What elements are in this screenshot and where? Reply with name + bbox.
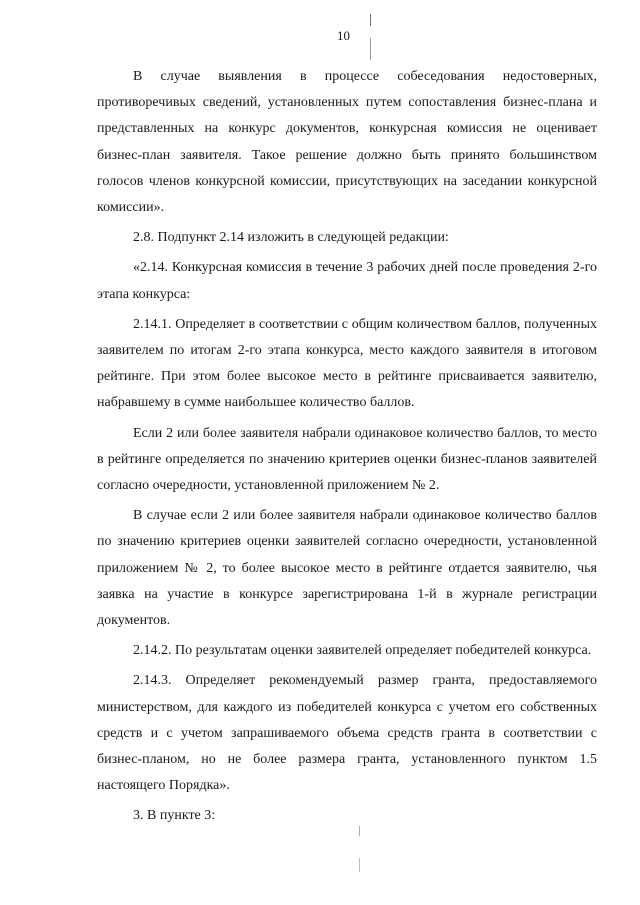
paragraph: 2.14.2. По результатам оценки заявителей определяет победителей конкурса. [133, 643, 592, 659]
paragraph: В случае если 2 или более заявителя набрали одинаковое количество баллов по значению критериев оценки заявителей согласно очередности, установленной приложением № 2, то более высокое место в рейтинге отдается заявителю, чья заявка на участие в конкурсе зарегистрирована 1-й в журнале регистрации документов. [97, 508, 597, 629]
document-body [97, 64, 597, 830]
scan-mark-top-2 [370, 38, 371, 60]
paragraph: «2.14. Конкурсная комиссия в течение 3 рабочих дней после проведения 2-го этапа конкурса: [97, 260, 597, 302]
paragraph: В случае выявления в процессе собеседования недостоверных, противоречивых сведений, установленных путем сопоставления бизнес-плана и представленных на конкурс документов, конкурсная комиссия не оценивает бизнес-план заявителя. Такое решение должно быть принято большинством голосов членов конкурсной комиссии, присутствующих на заседании конкурсной комиссии». [97, 69, 597, 216]
page-number: 10 [337, 28, 350, 43]
scan-mark-bottom-2 [359, 858, 360, 872]
scan-mark-top [370, 14, 371, 26]
paragraph: 3. В пункте 3: [133, 808, 216, 824]
paragraph: 2.14.1. Определяет в соответствии с общим количеством баллов, полученных заявителем по итогам 2-го этапа конкурса, место каждого заявителя в итоговом рейтинге. При этом более высокое место в рейтинге присваивается заявителю, набравшему в сумме наибольшее количество баллов. [97, 316, 597, 411]
paragraph: 2.8. Подпункт 2.14 изложить в следующей редакции: [133, 230, 449, 246]
paragraph: 2.14.3. Определяет рекомендуемый размер гранта, предоставляемого министерством, для каждого из победителей конкурса с учетом его собственных средств и с учетом запрашиваемого объема средств гранта в соответствии с бизнес-планом, но не более размера гранта, установленного пунктом 1.5 настоящего Порядка». [97, 673, 597, 794]
paragraph: Если 2 или более заявителя набрали одинаковое количество баллов, то место в рейтинге определяется по значению критериев оценки бизнес-планов заявителей согласно очередности, установленной приложением № 2. [97, 425, 597, 494]
